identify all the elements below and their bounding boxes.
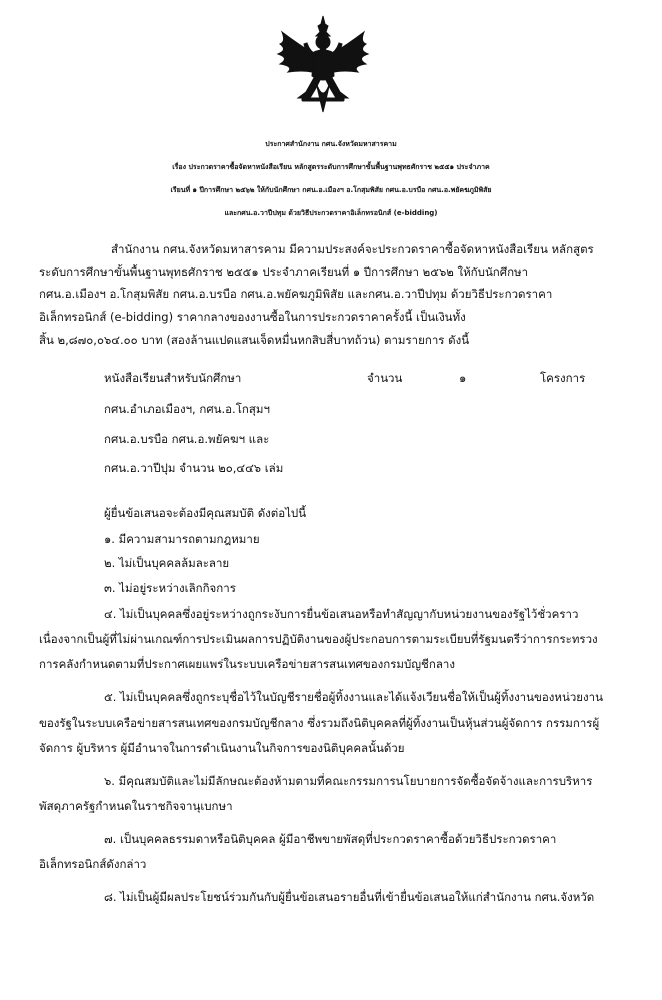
qualification-5-cont-1: ของรัฐในระบบเครือข่ายสารสนเทศของกรมบัญชีกลาง ซึ่งรวมถึงนิติบุคคลที่ผู้ทิ้งงานเป็นหุ้นส่วนผู้จัดการ กรรมการผู้	[39, 716, 600, 730]
qualification-5: ๕. ไม่เป็นบุคคลซึ่งถูกระบุชื่อไว้ในบัญชีรายชื่อผู้ทิ้งงานและได้แจ้งเวียนชื่อให้เป็นผู้ทิ้งงานของหน่วยงาน	[104, 690, 603, 704]
item-detail-3: กศน.อ.วาปีปุม จำนวน ๒๐,๔๔๖ เล่ม	[104, 461, 284, 475]
qualification-4-cont-2: การคลังกำหนดตามที่ประกาศเผยแพร่ในระบบเครือข่ายสารสนเทศของกรมบัญชีกลาง	[39, 657, 455, 671]
item-qty-label: จำนวน	[367, 371, 403, 385]
qualification-8: ๘. ไม่เป็นผู้มีผลประโยชน์ร่วมกันกับผู้ยื่นข้อเสนอรายอื่นที่เข้ายื่นข้อเสนอให้แก่สำนักงาน กศน.จังหวัด	[104, 890, 595, 904]
item-unit: โครงการ	[540, 371, 586, 385]
item-name: หนังสือเรียนสำหรับนักศึกษา	[104, 371, 242, 385]
item-detail-1: กศน.อำเภอเมืองฯ, กศน.อ.โกสุมฯ	[104, 402, 270, 416]
intro-line-1: สำนักงาน กศน.จังหวัดมหาสารคาม มีความประสงค์จะประกวดราคาซื้อจัดหาหนังสือเรียน หลักสูตร	[111, 242, 594, 256]
item-detail-2: กศน.อ.บรบือ กศน.อ.พยัคฆฯ และ	[104, 432, 270, 446]
qualification-6-cont: พัสดุภาครัฐกำหนดในราชกิจจานุเบกษา	[39, 799, 233, 813]
qualification-7: ๗. เป็นบุคคลธรรมดาหรือนิติบุคคล ผู้มีอาชีพขายพัสดุที่ประกวดราคาซื้อด้วยวิธีประกวดราคา	[104, 832, 557, 846]
qualifications-heading: ผู้ยื่นข้อเสนอจะต้องมีคุณสมบัติ ดังต่อไปนี้	[104, 506, 307, 520]
subject-line-2: เรียนที่ ๑ ปีการศึกษา ๒๕๖๒ ให้กับนักศึกษา กศน.อ.เมืองฯ อ.โกสุมพิสัย กศน.อ.บรบือ กศน.อ.พยัคฆภูมิพิสัย	[170, 186, 492, 194]
qualification-7-cont: อิเล็กทรอนิกส์ดังกล่าว	[39, 857, 147, 871]
qualification-4-cont-1: เนื่องจากเป็นผู้ที่ไม่ผ่านเกณฑ์การประเมินผลการปฏิบัติงานของผู้ประกอบการตามระเบียบที่รัฐมนตรีว่าการกระทรวง	[39, 632, 598, 646]
qualification-2: ๒. ไม่เป็นบุคคลล้มละลาย	[104, 556, 230, 570]
announcement-title: ประกาศสำนักงาน กศน.จังหวัดมหาสารคาม	[265, 140, 397, 148]
qualification-3: ๓. ไม่อยู่ระหว่างเลิกกิจการ	[104, 581, 236, 595]
garuda-emblem-icon	[268, 14, 378, 119]
intro-line-3: กศน.อ.เมืองฯ อ.โกสุมพิสัย กศน.อ.บรบือ กศน.อ.พยัคฆภูมิพิสัย และกศน.อ.วาปีปทุม ด้วยวิธีประกวดราคา	[39, 287, 553, 301]
qualification-1: ๑. มีความสามารถตามกฎหมาย	[104, 532, 260, 546]
intro-line-5: สิ้น ๒,๘๗๐,๐๖๔.๐๐ บาท (สองล้านแปดแสนเจ็ดหมื่นหกสิบสี่บาทถ้วน) ตามรายการ ดังนี้	[39, 333, 470, 347]
intro-line-2: ระดับการศึกษาขั้นพื้นฐานพุทธศักราช ๒๕๕๑ ประจำภาคเรียนที่ ๑ ปีการศึกษา ๒๕๖๒ ให้กับนักศึกษา	[39, 265, 529, 279]
intro-line-4: อิเล็กทรอนิกส์ (e-bidding) ราคากลางของงานซื้อในการประกวดราคาครั้งนี้ เป็นเงินทั้ง	[39, 310, 466, 324]
qualification-4: ๔. ไม่เป็นบุคคลซึ่งอยู่ระหว่างถูกระงับการยื่นข้อเสนอหรือทำสัญญากับหน่วยงานของรัฐไว้ชั่วคราว	[104, 607, 579, 621]
item-qty: ๑	[459, 371, 467, 385]
qualification-5-cont-2: จัดการ ผู้บริหาร ผู้มีอำนาจในการดำเนินงานในกิจการของนิติบุคคลนั้นด้วย	[39, 741, 405, 755]
subject-line-1: เรื่อง ประกวดราคาซื้อจัดหาหนังสือเรียน หลักสูตรระดับการศึกษาขั้นพื้นฐานพุทธศักราช ๒๕๕๑ ประจำภาค	[172, 163, 490, 171]
qualification-6: ๖. มีคุณสมบัติและไม่มีลักษณะต้องห้ามตามที่คณะกรรมการนโยบายการจัดซื้อจัดจ้างและการบริหาร	[104, 774, 593, 788]
subject-line-3: และกศน.อ.วาปีปทุม ด้วยวิธีประกวดราคาอิเล็กทรอนิกส์ (e-bidding)	[224, 209, 438, 217]
